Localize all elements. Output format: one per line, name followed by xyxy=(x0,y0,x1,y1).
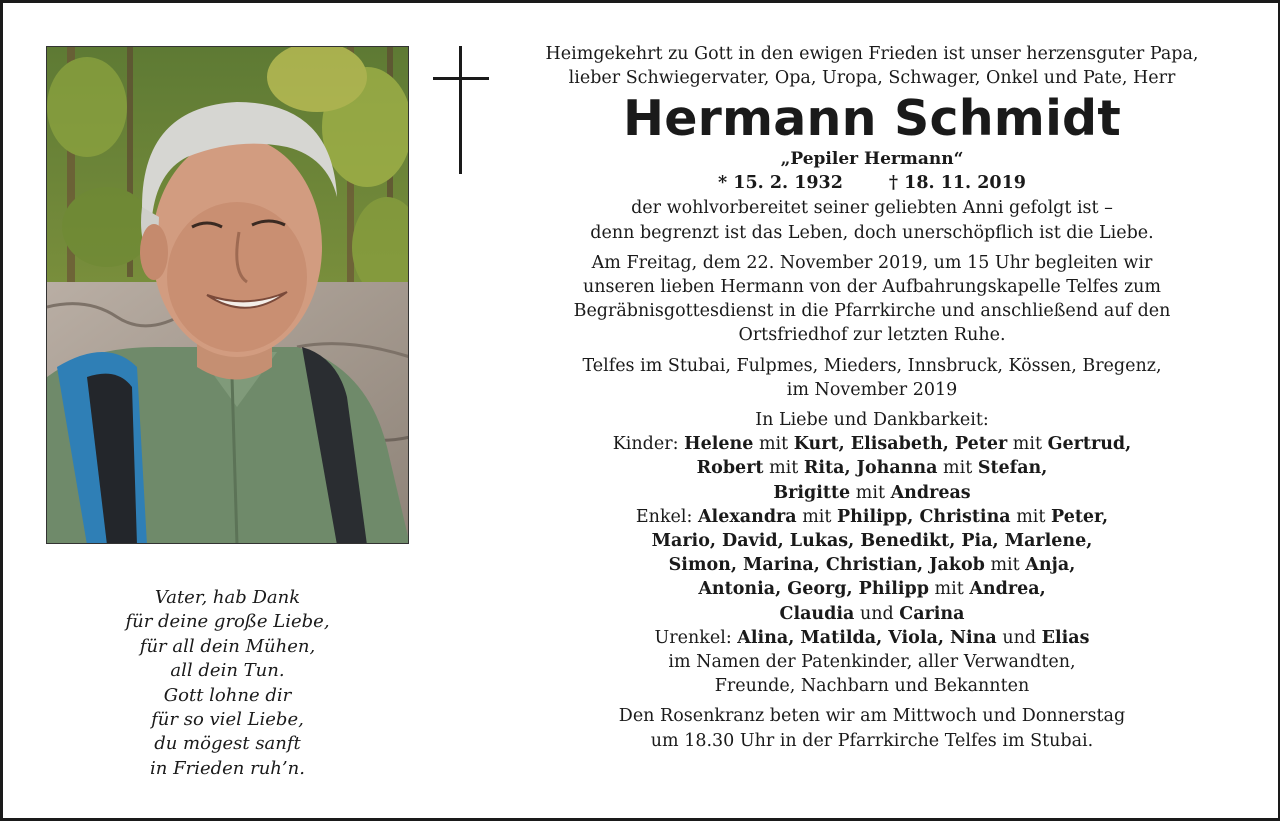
family-names: Robert xyxy=(696,458,764,479)
family-line xyxy=(470,456,1274,480)
family-names: Peter, xyxy=(1051,506,1109,527)
family-connector: mit xyxy=(937,458,978,479)
poem-line: für so viel Liebe, xyxy=(151,709,304,731)
family-names: Elias xyxy=(1041,627,1090,648)
poem-line: für all dein Mühen, xyxy=(139,635,316,657)
poem-line: Vater, hab Dank xyxy=(154,587,301,608)
text-line: denn begrenzt ist das Leben, doch unerschöpflich ist die Liebe. xyxy=(590,222,1154,243)
text-line: Telfes im Stubai, Fulpmes, Mieders, Innsbruck, Kössen, Bregenz, xyxy=(582,355,1162,376)
obituary-text xyxy=(470,42,1274,753)
family-connector: Enkel: xyxy=(635,506,698,527)
family-line xyxy=(470,553,1274,577)
family-line xyxy=(470,432,1274,456)
family-connector: mit xyxy=(928,579,970,600)
family-names: Andrea, xyxy=(969,579,1046,600)
poem-line: für deine große Liebe, xyxy=(125,611,330,633)
family-names: Mario, David, Lukas, Benedikt, Pia, Marlene, xyxy=(651,531,1093,552)
life-dates xyxy=(470,170,1274,196)
poem-line: du mögest sanft xyxy=(154,733,301,755)
deceased-name: Hermann Schmidt xyxy=(623,90,1121,148)
family-names: Antonia, Georg, Philipp xyxy=(698,579,929,600)
family-names: Claudia xyxy=(779,603,855,624)
poem-line: Gott lohne dir xyxy=(163,684,292,706)
family-connector: Kinder: xyxy=(612,434,685,455)
family-connector: Urenkel: xyxy=(654,627,738,648)
family-line xyxy=(470,529,1274,553)
family-connector: und xyxy=(854,603,900,624)
text-line: Ortsfriedhof zur letzten Ruhe. xyxy=(738,325,1006,346)
family-names: Brigitte xyxy=(773,482,851,503)
family-line xyxy=(470,577,1274,601)
family-line xyxy=(470,626,1274,650)
gratitude-line: In Liebe und Dankbarkeit: xyxy=(755,410,989,431)
nickname: „Pepiler Hermann“ xyxy=(780,149,964,170)
family-names: Alexandra xyxy=(697,506,797,527)
family-names: Helene xyxy=(684,434,754,455)
family-line xyxy=(470,674,1274,698)
poem-line: in Frieden ruh’n. xyxy=(150,757,305,779)
family-connector: mit xyxy=(1007,434,1048,455)
text-line: im November 2019 xyxy=(786,379,958,400)
family-names: Anja, xyxy=(1025,555,1076,576)
text-line: der wohlvorbereitet seiner geliebten Anni gefolgt ist – xyxy=(631,198,1113,219)
death-date: † 18. 11. 2019 xyxy=(888,173,1026,194)
family-names: Carina xyxy=(899,603,965,624)
family-names: Stefan, xyxy=(977,458,1048,479)
family-names: Andreas xyxy=(890,482,971,503)
birth-date: * 15. 2. 1932 xyxy=(718,173,843,194)
family-connector: und xyxy=(996,627,1042,648)
family-names: Simon, Marina, Christian, Jakob xyxy=(668,555,985,576)
family-names: Philipp, Christina xyxy=(836,506,1011,527)
family-connector: mit xyxy=(984,555,1026,576)
poem xyxy=(46,586,409,781)
rosary-line: Den Rosenkranz beten wir am Mittwoch und Donnerstag xyxy=(618,706,1126,727)
family-connector: mit xyxy=(763,458,804,479)
family-names: Rita, Johanna xyxy=(803,458,938,479)
poem-line: all dein Tun. xyxy=(170,660,285,682)
family-names: Alina, Matilda, Viola, Nina xyxy=(737,627,997,648)
family-connector: mit xyxy=(796,506,837,527)
text-line: Begräbnisgottesdienst in die Pfarrkirche und anschließend auf den xyxy=(573,301,1171,322)
family-line xyxy=(470,481,1274,505)
family-line xyxy=(470,505,1274,529)
intro-line: Heimgekehrt zu Gott in den ewigen Frieden ist unser herzensguter Papa, xyxy=(545,44,1199,64)
family-connector: Freunde, Nachbarn und Bekannten xyxy=(714,676,1030,697)
family-line xyxy=(470,602,1274,626)
family-connector: mit xyxy=(1010,506,1051,527)
family-connector: mit xyxy=(850,482,891,503)
rosary-line: um 18.30 Uhr in der Pfarrkirche Telfes im Stubai. xyxy=(650,730,1094,751)
text-line: Am Freitag, dem 22. November 2019, um 15 Uhr begleiten wir xyxy=(591,252,1153,273)
family-connector: im Namen der Patenkinder, aller Verwandten, xyxy=(668,652,1076,673)
family-connector: mit xyxy=(753,434,794,455)
family-names: Gertrud, xyxy=(1047,434,1132,455)
intro-line: lieber Schwiegervater, Opa, Uropa, Schwager, Onkel und Pate, Herr xyxy=(568,68,1176,89)
family-line xyxy=(470,650,1274,674)
family-list xyxy=(470,432,1274,698)
portrait-photo xyxy=(46,46,409,544)
family-names: Kurt, Elisabeth, Peter xyxy=(793,434,1008,455)
text-line: unseren lieben Hermann von der Aufbahrungskapelle Telfes zum xyxy=(582,277,1162,298)
